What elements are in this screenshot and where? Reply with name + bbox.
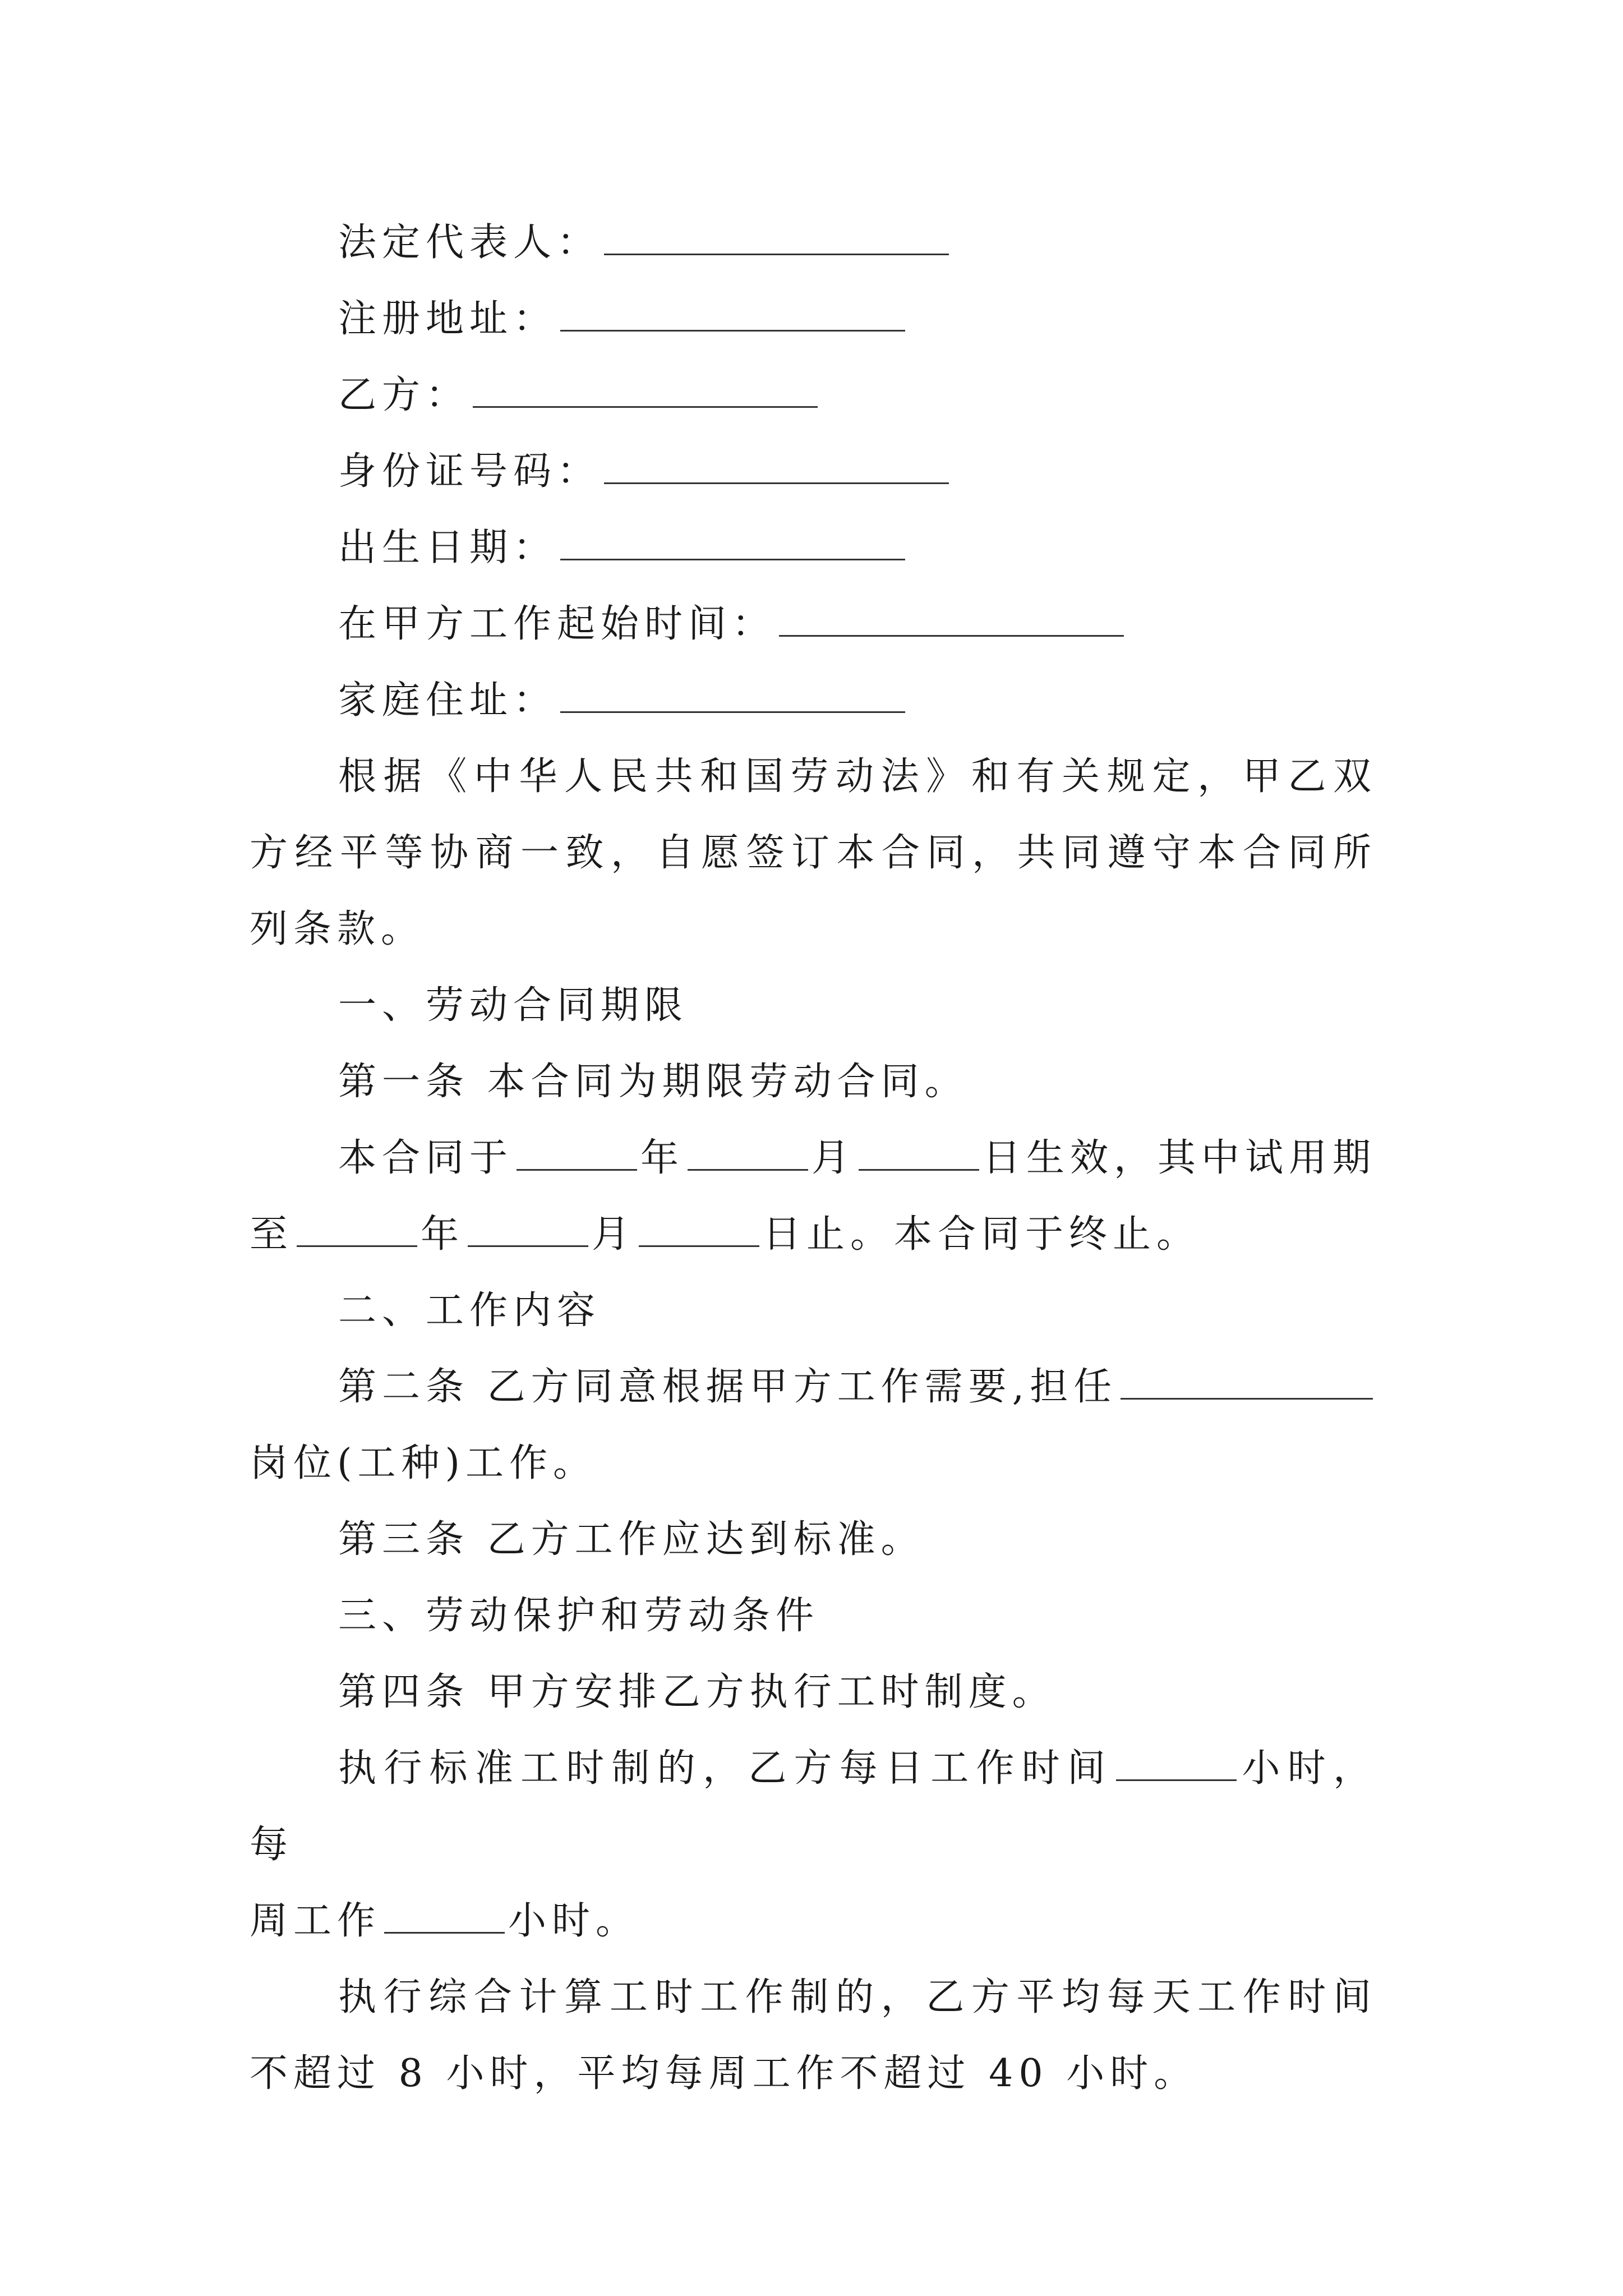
fill-blank [517, 1168, 637, 1171]
field-id-number [250, 434, 1377, 510]
fill-blank [560, 329, 905, 332]
fill-blank [473, 406, 818, 408]
intro-paragraph: 根据《中华人民共和国劳动法》和有关规定，甲乙双方经平等协商一致，自愿签订本合同，共同遵守本合同所列条款。 [250, 754, 1377, 951]
field-label: 出生日期： [338, 526, 557, 570]
fill-blank [560, 711, 905, 713]
text-segment: 日止。本合同于终止。 [763, 1212, 1201, 1257]
text-segment: 日生效，其中试用期 [983, 1136, 1377, 1180]
contract-body [250, 205, 1377, 2112]
text-segment: 年 [640, 1136, 685, 1180]
fill-blank [297, 1245, 417, 1247]
field-label: 乙方： [338, 373, 470, 417]
field-label: 在甲方工作起始时间： [338, 602, 776, 646]
effective-date-paragraph [250, 1120, 1377, 1273]
fill-blank [1116, 1779, 1237, 1781]
text-segment: 至 [250, 1212, 294, 1257]
text-segment: 周工作 [250, 1899, 381, 1943]
text-segment: 月 [592, 1212, 636, 1257]
standard-hours-paragraph [250, 1731, 1377, 1959]
fill-blank [639, 1245, 759, 1247]
fill-blank [688, 1168, 808, 1171]
article-3: 第三条 乙方工作应达到标准。 [338, 1517, 925, 1562]
fill-blank [604, 482, 949, 484]
field-start-date [250, 586, 1377, 662]
text-segment: 小时。 [508, 1899, 640, 1943]
fill-blank [1121, 1397, 1373, 1400]
field-legal-rep [250, 205, 1377, 281]
text-segment: 月 [811, 1136, 856, 1180]
fill-blank [779, 634, 1124, 637]
article-2 [250, 1349, 1377, 1502]
article-1: 第一条 本合同为期限劳动合同。 [338, 1060, 969, 1104]
fill-blank [468, 1245, 588, 1247]
comprehensive-hours-paragraph: 执行综合计算工时工作制的，乙方平均每天工作时间不超过 8 小时，平均每周工作不超过 40 小时。 [250, 1975, 1377, 2096]
field-label: 法定代表人： [338, 220, 601, 265]
article-4: 第四条 甲方安排乙方执行工时制度。 [338, 1670, 1056, 1714]
field-home-address [250, 662, 1377, 739]
section-heading-term: 一、劳动合同期限 [338, 983, 689, 1028]
field-party-b [250, 357, 1377, 434]
field-birth-date [250, 510, 1377, 586]
fill-blank [560, 558, 905, 560]
fill-blank [384, 1931, 505, 1934]
field-registered-address [250, 281, 1377, 357]
section-heading-protection: 三、劳动保护和劳动条件 [338, 1594, 820, 1638]
text-segment: 岗位(工种)工作。 [250, 1441, 597, 1485]
text-segment: 年 [421, 1212, 465, 1257]
text-segment: 小时，每 [250, 1746, 1377, 1867]
fill-blank [859, 1168, 979, 1171]
text-segment: 第二条 乙方同意根据甲方工作需要,担任 [338, 1365, 1118, 1409]
text-segment: 执行标准工时制的，乙方每日工作时间 [338, 1746, 1113, 1791]
text-segment: 本合同于 [338, 1136, 514, 1180]
field-label: 身份证号码： [338, 449, 601, 494]
field-label: 家庭住址： [338, 678, 557, 723]
section-heading-work: 二、工作内容 [338, 1289, 601, 1333]
field-label: 注册地址： [338, 297, 557, 341]
fill-blank [604, 253, 949, 255]
